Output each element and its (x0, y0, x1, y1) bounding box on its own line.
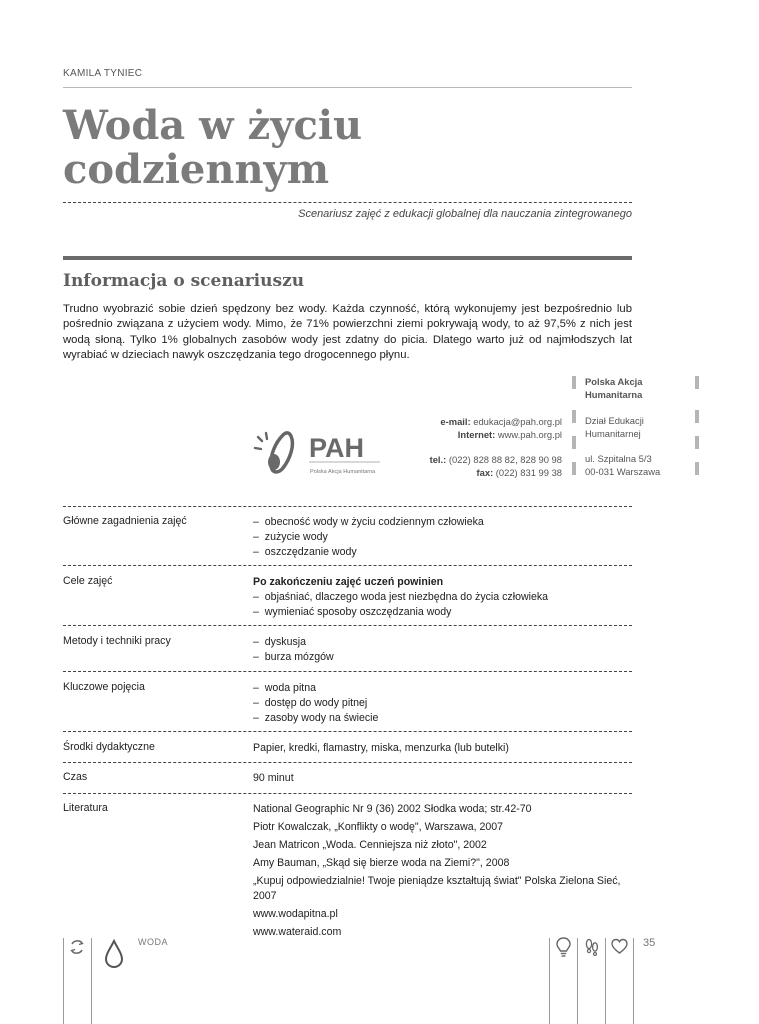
pah-logo (252, 428, 392, 478)
row-label: Środki dydaktyczne (63, 741, 155, 753)
footer-vertical-line (63, 938, 64, 1024)
separator-bar (695, 436, 699, 449)
org-line-2: Humanitarna (585, 389, 643, 400)
literature-item: „Kupuj odpowiedzialnie! Twoje pieniądze kształtują świat" Polska Zielona Sieć, 2007 (253, 875, 621, 902)
fax-value: (022) 831 99 38 (495, 467, 562, 478)
page-number: 35 (643, 937, 656, 949)
separator-bar (572, 376, 576, 389)
row-label: Cele zajęć (63, 575, 113, 587)
row-item: – dostęp do wody pitnej (253, 696, 632, 711)
page-subtitle: Scenariusz zajęć z edukacji globalnej dla nauczania zintegrowanego (298, 208, 632, 220)
email-label: e-mail: (440, 416, 471, 427)
row-item: – zużycie wody (253, 530, 632, 545)
tel-label: tel.: (429, 454, 447, 465)
row-values (253, 575, 632, 619)
footer-label: WODA (138, 937, 168, 947)
dept-name (585, 414, 644, 440)
title-line-2: codziennym (63, 146, 330, 193)
row-item: – dyskusja (253, 635, 632, 650)
literature-link[interactable]: www.wodapitna.pl (253, 907, 338, 920)
row-item: – woda pitna (253, 681, 632, 696)
row-label: Kluczowe pojęcia (63, 681, 145, 693)
row-label: Metody i techniki pracy (63, 635, 171, 647)
intro-paragraph: Trudno wyobrazić sobie dzień spędzony bez wody. Każda czynność, którą wykonujemy jest bezpośrednio lub pośrednio związana z użyciem wody. Mimo, że 71% powierzchni ziemi pokrywają wody, to aż 97,5% z nich jest wodą słoną. Tylko 1% globalnych zasobów wody jest zdatny do picia. Dlatego warto już od najmłodszych lat wyrabiać w dzieciach nawyk oszczędzania tego drogocennego płynu. (63, 303, 632, 362)
recycle-arrows-icon (69, 938, 85, 956)
row-label: Główne zagadnienia zajęć (63, 515, 187, 527)
lightbulb-icon (555, 936, 572, 958)
row-values (253, 802, 632, 943)
row-item: – objaśniać, dlaczego woda jest niezbędna do życia człowieka (253, 590, 632, 605)
literature-item: Amy Bauman, „Skąd się bierze woda na Ziemi?", 2008 (253, 857, 510, 870)
row-label: Literatura (63, 802, 108, 814)
internet-label: Internet: (457, 429, 496, 440)
row-item: – zasoby wody na świecie (253, 711, 632, 726)
table-divider (63, 762, 632, 763)
logo-text: PAH (309, 433, 365, 463)
table-divider (63, 565, 632, 566)
footer-vertical-line (549, 938, 550, 1024)
contact-tel (430, 453, 562, 466)
table-divider (63, 731, 632, 732)
contact-email (440, 415, 562, 428)
row-values (253, 771, 632, 786)
row-lead: Po zakończeniu zajęć uczeń powinien (253, 576, 444, 588)
table-divider (63, 793, 632, 794)
row-values (253, 681, 632, 725)
row-text: 90 minut (253, 772, 294, 784)
row-label: Czas (63, 771, 88, 783)
dept-line-1: Dział Edukacji (585, 415, 644, 426)
row-values (253, 741, 632, 756)
internet-value: www.pah.org.pl (497, 429, 562, 440)
row-item: – burza mózgów (253, 650, 632, 665)
water-drop-icon (104, 939, 124, 969)
address-line-1: ul. Szpitalna 5/3 (585, 453, 652, 464)
fax-label: fax: (476, 467, 494, 478)
table-divider (63, 506, 632, 507)
tel-value: (022) 828 88 82, 828 90 98 (448, 454, 562, 465)
row-text: Papier, kredki, flamastry, miska, menzurka (lub butelki) (253, 742, 509, 754)
footer-vertical-line (605, 938, 606, 1024)
dept-line-2: Humanitarnej (585, 428, 641, 439)
separator-bar (572, 410, 576, 423)
email-value: edukacja@pah.org.pl (473, 416, 562, 427)
table-divider (63, 671, 632, 672)
page-title (63, 104, 623, 192)
literature-item: Piotr Kowalczak, „Konflikty o wodę", Warszawa, 2007 (253, 821, 504, 834)
title-dashed-divider (63, 202, 632, 203)
row-item: – obecność wody w życiu codziennym człowieka (253, 515, 632, 530)
footprints-icon (584, 937, 600, 959)
literature-link[interactable]: www.wateraid.com (253, 926, 342, 939)
table-divider (63, 625, 632, 626)
literature-item: Jean Matricon „Woda. Cenniejsza niż złoto", 2002 (253, 839, 487, 852)
separator-bar (572, 436, 576, 449)
section-divider (63, 256, 632, 260)
footer-vertical-line (633, 938, 634, 1024)
footer-vertical-line (577, 938, 578, 1024)
separator-bar (695, 376, 699, 389)
footer-vertical-line (91, 938, 92, 1024)
author-name: KAMILA TYNIEC (63, 68, 143, 79)
address-line-2: 00-031 Warszawa (585, 466, 661, 477)
title-line-1: Woda w życiu (63, 102, 363, 149)
address (585, 452, 660, 478)
contact-fax (477, 466, 562, 479)
section-heading: Informacja o scenariuszu (63, 271, 305, 291)
heart-icon (611, 938, 628, 955)
separator-bar (695, 462, 699, 475)
separator-bar (695, 410, 699, 423)
org-line-1: Polska Akcja (585, 376, 643, 387)
separator-bar (572, 462, 576, 475)
logo-subtext: Polska Akcja Humanitarna (310, 469, 376, 475)
author-divider (63, 87, 632, 88)
row-values (253, 515, 632, 559)
row-item: – wymieniać sposoby oszczędzania wody (253, 605, 632, 620)
org-name (585, 375, 643, 401)
contact-internet (458, 428, 562, 441)
literature-item: National Geographic Nr 9 (36) 2002 Słodka woda; str.42-70 (253, 803, 532, 815)
row-item: – oszczędzanie wody (253, 545, 632, 560)
row-values (253, 635, 632, 665)
